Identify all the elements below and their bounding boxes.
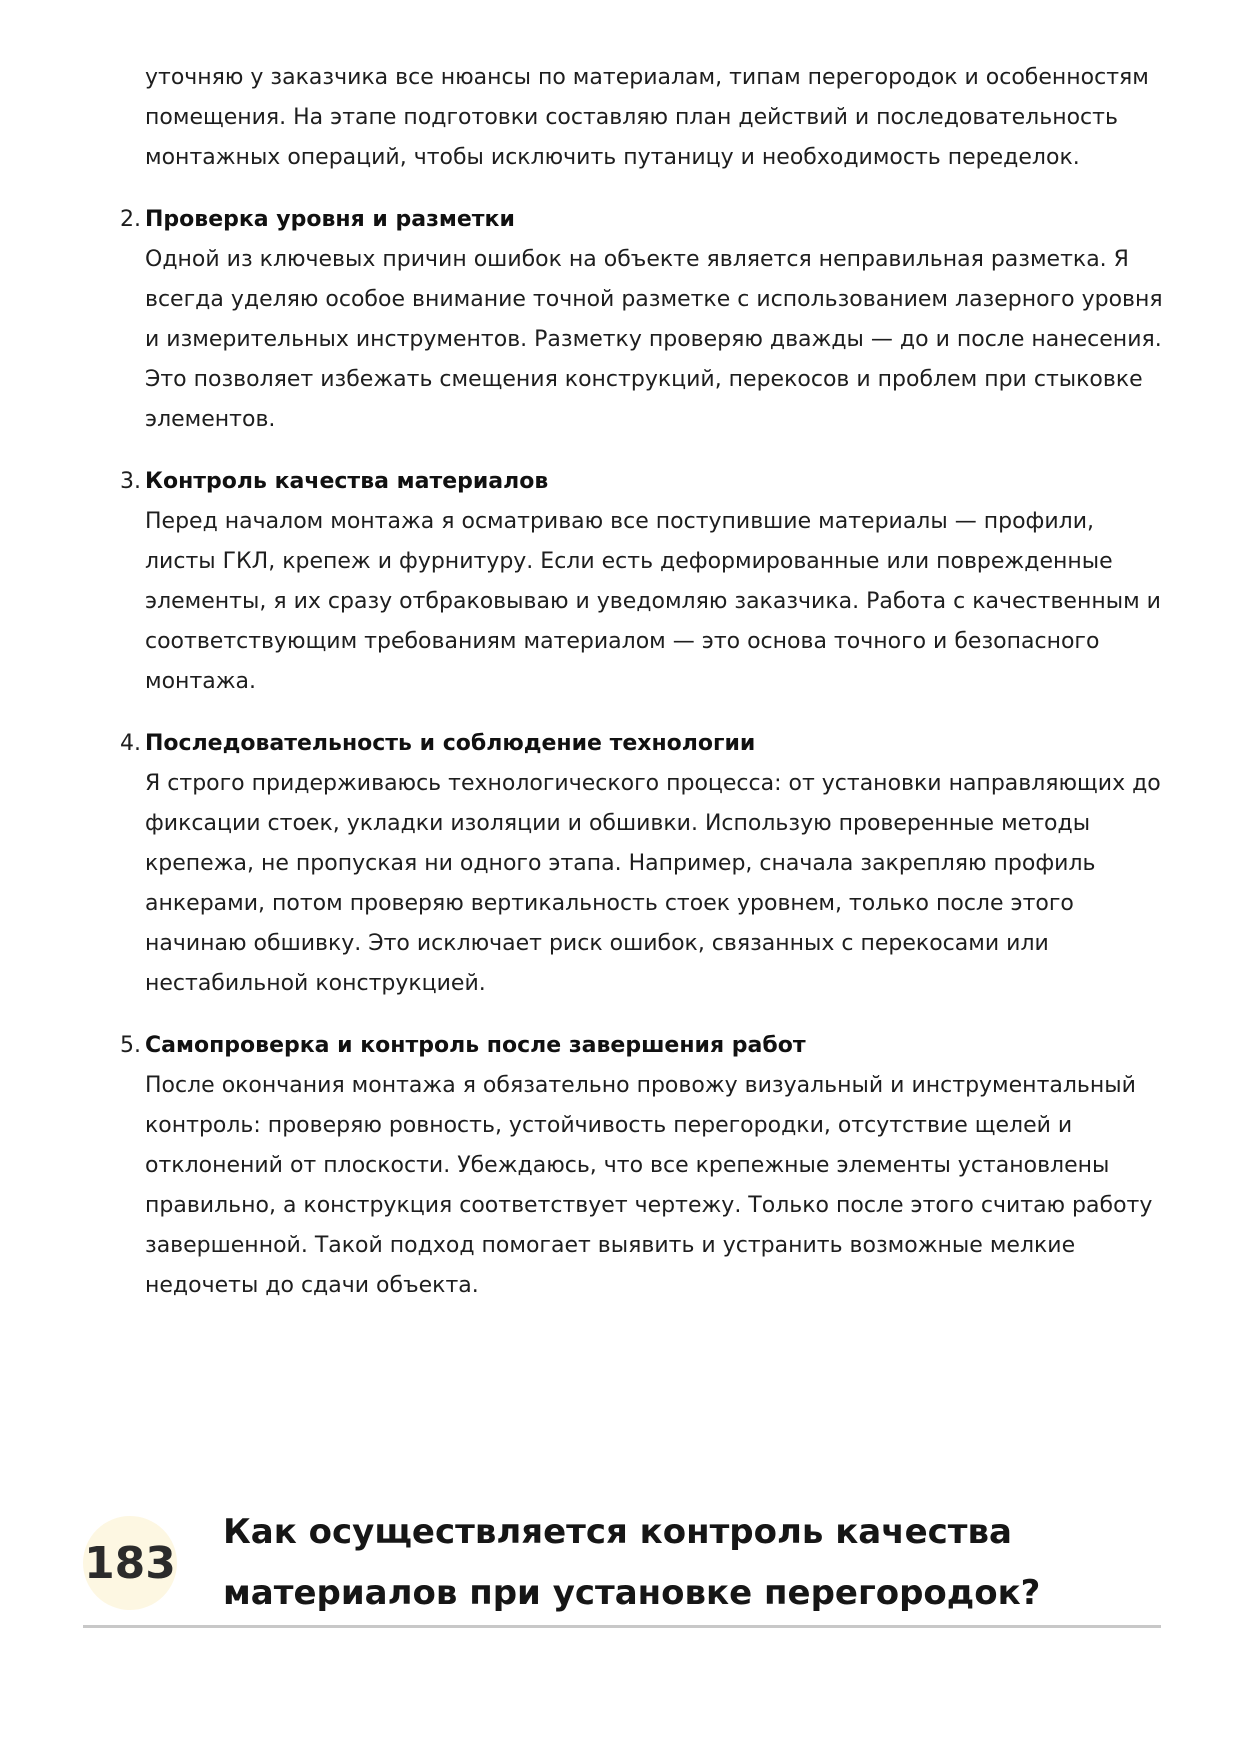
list-item [120,462,1170,702]
list-item-title: Контроль качества материалов [145,469,549,494]
list-item-body: Перед началом монтажа я осматриваю все поступившие материалы — профили, листы ГКЛ, крепеж и фурнитуру. Если есть деформированные или поврежденные элементы, я их сразу отбраковываю и уведомляю заказчика. Работа с качественным и соответствующим требованиям материалом — это основа точного и безопасного монтажа. [145,509,1161,694]
list-item-title: Проверка уровня и разметки [145,207,515,232]
divider [83,1625,1161,1628]
list-item-body: Я строго придерживаюсь технологического процесса: от установки направляющих до фиксации стоек, укладки изоляции и обшивки. Использую проверенные методы крепежа, не пропуская ни одного этапа. Например, сначала закрепляю профиль анкерами, потом проверяю вертикальность стоек уровнем, только после этого начинаю обшивку. Это исключает риск ошибок, связанных с перекосами или нестабильной конструкцией. [145,771,1161,996]
list-item-number: 5. [120,1033,141,1058]
question-title: Как осуществляется контроль качества материалов при установке перегородок? [223,1512,1041,1613]
intro-continuation: уточняю у заказчика все нюансы по материалам, типам перегородок и особенностям помещения. На этапе подготовки составляю план действий и последовательность монтажных операций, чтобы исключить путаницу и необходимость переделок. [145,65,1149,170]
list-item [120,1026,1170,1306]
list-item [120,724,1170,1004]
list-item-body: Одной из ключевых причин ошибок на объекте является неправильная разметка. Я всегда уделяю особое внимание точной разметке с использованием лазерного уровня и измерительных инструментов. Разметку проверяю дважды — до и после нанесения. Это позволяет избежать смещения конструкций, перекосов и проблем при стыковке элементов. [145,247,1163,432]
list-item [120,200,1170,440]
document-body [120,58,1170,1306]
list-item-number: 2. [120,207,141,232]
list-item-body: После окончания монтажа я обязательно провожу визуальный и инструментальный контроль: проверяю ровность, устойчивость перегородки, отсутствие щелей и отклонений от плоскости. Убеждаюсь, что все крепежные элементы установлены правильно, а конструкция соответствует чертежу. Только после этого считаю работу завершенной. Такой подход помогает выявить и устранить возможные мелкие недочеты до сдачи объекта. [145,1073,1153,1298]
list-item-title: Последовательность и соблюдение технологии [145,731,756,756]
list-item-title: Самопроверка и контроль после завершения работ [145,1033,806,1058]
question-number-badge: 183 [83,1516,177,1610]
list-item-number: 3. [120,469,141,494]
list-item-number: 4. [120,731,141,756]
